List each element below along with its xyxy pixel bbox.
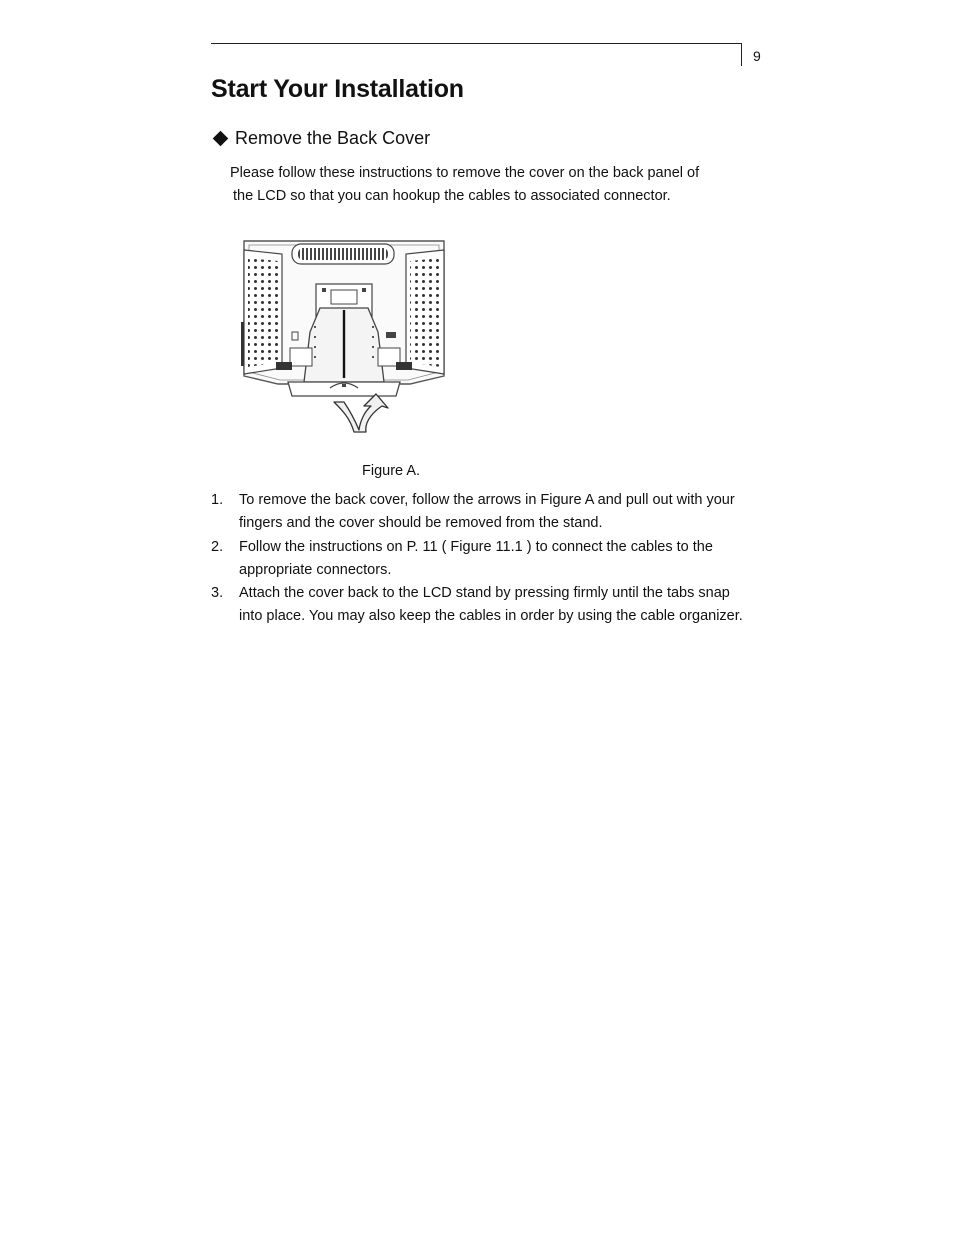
step-number: 1. (211, 492, 224, 508)
section-heading (212, 128, 430, 149)
step-text: Attach the cover back to the LCD stand by pressing firmly until the tabs snap into place. You may also keep the cables in order by using the cable organizer. (239, 585, 743, 625)
header-divider (741, 43, 742, 66)
diamond-bullet-icon (213, 131, 229, 147)
step-text: To remove the back cover, follow the arrows in Figure A and pull out with your fingers and the cover should be removed from the stand. (239, 492, 735, 532)
removal-arrow-icon (334, 394, 388, 432)
step-number: 3. (211, 585, 224, 602)
list-item (211, 582, 756, 629)
header-rule (211, 43, 741, 44)
list-item (211, 489, 756, 536)
figure-a-illustration (238, 236, 450, 440)
page-title: Start Your Installation (211, 75, 464, 103)
intro-line-1: Please follow these instructions to remove the cover on the back panel of (230, 165, 700, 181)
section-heading-text: Remove the Back Cover (235, 128, 431, 148)
page-number: 9 (753, 48, 761, 64)
step-number: 2. (211, 538, 224, 555)
intro-line-2: the LCD so that you can hookup the cables to associated connector. (233, 188, 671, 204)
list-item (211, 536, 756, 583)
instruction-list (211, 489, 756, 629)
step-text: Follow the instructions on P. 11 ( Figure 11.1 ) to connect the cables to the appropriate connectors. (239, 538, 713, 578)
intro-paragraph (230, 162, 750, 208)
monitor-back-drawing (238, 236, 450, 440)
figure-caption: Figure A. (362, 463, 421, 479)
